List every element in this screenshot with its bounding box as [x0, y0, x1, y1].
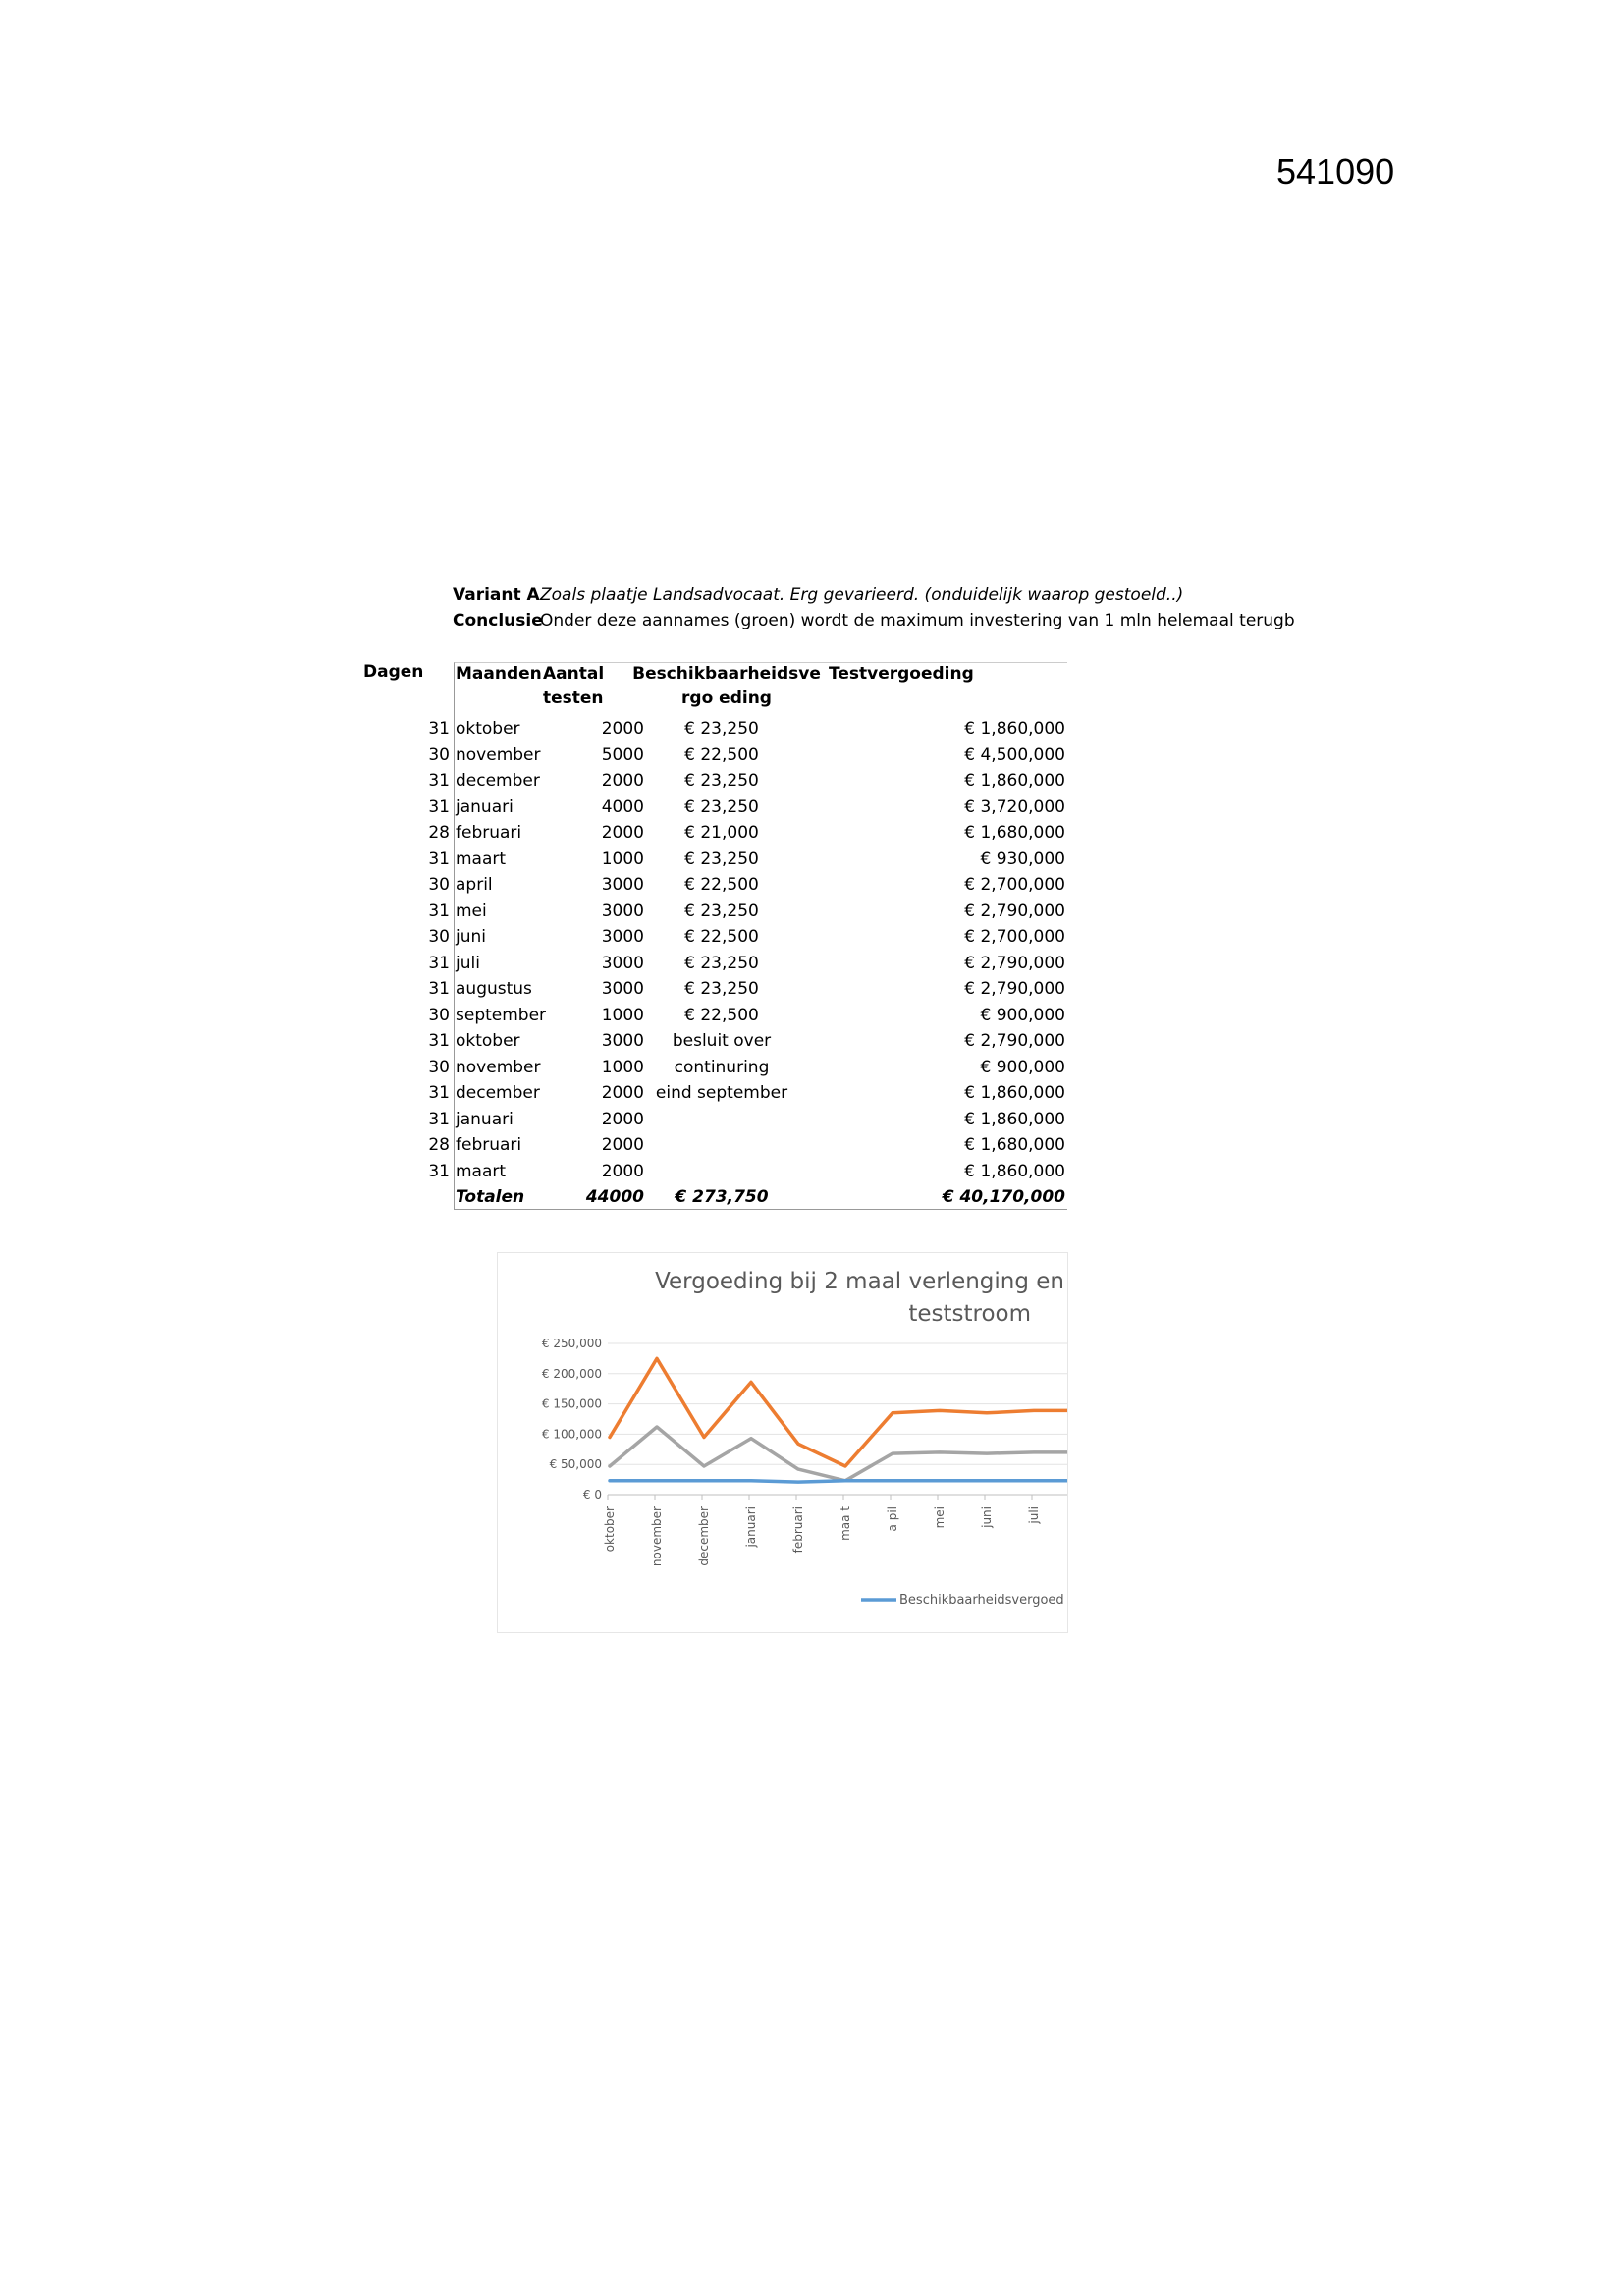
cell-testvergoeding: € 2,790,000 — [964, 953, 1065, 973]
cell-maand: oktober — [456, 1031, 520, 1051]
cell-dagen: 31 — [428, 719, 450, 738]
cell-dagen: 30 — [428, 744, 450, 765]
cell-beschikbaarheid: € 22,500 — [684, 927, 759, 947]
y-tick-label: € 150,000 — [541, 1396, 602, 1411]
x-tick-label: oktober — [603, 1506, 617, 1553]
col-header-beschikbaarheid: Beschikbaarheidsvergo eding — [632, 664, 821, 708]
cell-maand: augustus — [456, 979, 532, 999]
conclusie-text: Onder deze aannames (groen) wordt de maximum investering van 1 mln helemaal terugb — [540, 611, 1295, 630]
cell-testvergoeding: € 930,000 — [980, 848, 1065, 869]
cell-testvergoeding: € 2,700,000 — [964, 927, 1065, 947]
cell-testvergoeding: € 900,000 — [980, 1057, 1065, 1077]
cell-testen: 2000 — [601, 1109, 644, 1129]
cell-maand: april — [456, 875, 493, 895]
col-header-dagen: Dagen — [363, 662, 424, 682]
line-chart — [497, 1252, 1068, 1633]
variant-text: Zoals plaatje Landsadvocaat. Erg gevarieerd. (onduidelijk waarop gestoeld..) — [540, 585, 1184, 605]
cell-testen: 3000 — [601, 1031, 644, 1051]
cell-maand: september — [456, 1005, 547, 1025]
cell-maand: november — [456, 1057, 541, 1077]
variant-line — [453, 585, 1183, 605]
cell-beschikbaarheid: € 23,250 — [684, 796, 759, 817]
cell-dagen: 28 — [428, 1135, 450, 1155]
cell-beschikbaarheid: continuring — [674, 1057, 770, 1077]
conclusie-label: Conclusie — [453, 611, 543, 630]
series-line-2 — [610, 1427, 1067, 1481]
cell-beschikbaarheid: besluit over — [672, 1031, 772, 1051]
y-tick-label: € 250,000 — [541, 1337, 602, 1350]
cell-beschikbaarheid: € 23,250 — [684, 848, 759, 869]
y-tick-label: € 200,000 — [541, 1366, 602, 1381]
cell-dagen: 30 — [428, 1057, 450, 1077]
chart-canvas — [498, 1253, 1067, 1632]
x-tick-label: juni — [980, 1506, 994, 1528]
cell-testen: 2000 — [601, 823, 644, 843]
cell-maand: januari — [456, 1109, 514, 1129]
cell-testvergoeding: € 2,790,000 — [964, 901, 1065, 921]
legend-label: Beschikbaarheidsvergoed — [899, 1593, 1064, 1608]
cell-maand: maart — [456, 848, 507, 869]
variant-label: Variant A — [453, 585, 540, 605]
cell-dagen: 31 — [428, 1161, 450, 1181]
cell-testvergoeding: € 2,790,000 — [964, 1031, 1065, 1051]
cell-testen: 4000 — [601, 796, 644, 817]
col-header-testvergoeding: Testvergoeding — [829, 664, 974, 683]
chart-title-line-1: Vergoeding bij 2 maal verlenging en — [655, 1269, 1064, 1294]
cell-dagen: 31 — [428, 1109, 450, 1129]
x-tick-label: juli — [1027, 1506, 1041, 1524]
cell-dagen: 31 — [428, 1031, 450, 1051]
totals-beschikbaarheid: € 273,750 — [675, 1187, 769, 1207]
cell-testvergoeding: € 2,700,000 — [964, 875, 1065, 895]
cell-testen: 3000 — [601, 927, 644, 947]
cell-dagen: 30 — [428, 1005, 450, 1025]
cell-dagen: 30 — [428, 927, 450, 947]
cell-beschikbaarheid: € 23,250 — [684, 979, 759, 999]
cell-maand: juni — [456, 927, 486, 947]
cell-testen: 3000 — [601, 979, 644, 999]
totals-label: Totalen — [456, 1187, 525, 1207]
chart-title-line-2: teststroom — [908, 1301, 1031, 1327]
cell-testvergoeding: € 1,680,000 — [964, 823, 1065, 843]
cell-maand: februari — [456, 1135, 522, 1155]
cell-dagen: 31 — [428, 1083, 450, 1103]
cell-beschikbaarheid: € 23,250 — [684, 771, 759, 791]
cell-testen: 2000 — [601, 719, 644, 738]
series-line-0 — [610, 1481, 1067, 1482]
cell-testen: 2000 — [601, 1135, 644, 1155]
cell-dagen: 31 — [428, 796, 450, 817]
x-tick-label: februari — [791, 1506, 805, 1554]
cell-dagen: 31 — [428, 771, 450, 791]
cell-testen: 3000 — [601, 953, 644, 973]
cell-beschikbaarheid: € 22,500 — [684, 1005, 759, 1025]
cell-dagen: 28 — [428, 823, 450, 843]
cell-maand: januari — [456, 796, 514, 817]
cell-beschikbaarheid: € 23,250 — [684, 719, 759, 738]
cell-testvergoeding: € 1,860,000 — [964, 719, 1065, 738]
cell-beschikbaarheid: € 22,500 — [684, 875, 759, 895]
cell-testvergoeding: € 1,860,000 — [964, 1109, 1065, 1129]
x-tick-label: maa t — [839, 1506, 852, 1541]
cell-testvergoeding: € 1,860,000 — [964, 1083, 1065, 1103]
col-header-aantal-testen: Aantal testen — [543, 664, 605, 708]
series-line-1 — [610, 1358, 1067, 1466]
cell-testvergoeding: € 4,500,000 — [964, 744, 1065, 765]
document-number: 541090 — [1276, 151, 1395, 191]
cell-maand: maart — [456, 1161, 507, 1181]
cell-beschikbaarheid: € 21,000 — [684, 823, 759, 843]
cell-maand: juli — [456, 953, 480, 973]
conclusie-line — [453, 611, 1295, 630]
y-tick-label: € 50,000 — [549, 1457, 602, 1472]
cell-testvergoeding: € 1,860,000 — [964, 1161, 1065, 1181]
cell-maand: november — [456, 744, 541, 765]
cell-testen: 1000 — [601, 1005, 644, 1025]
cell-testen: 1000 — [601, 1057, 644, 1077]
cell-testvergoeding: € 900,000 — [980, 1005, 1065, 1025]
cell-testen: 2000 — [601, 1161, 644, 1181]
cell-testvergoeding: € 3,720,000 — [964, 796, 1065, 817]
cell-dagen: 31 — [428, 953, 450, 973]
x-tick-label: a pil — [886, 1506, 899, 1532]
totals-testen: 44000 — [585, 1187, 644, 1207]
cell-dagen: 31 — [428, 848, 450, 869]
x-tick-label: december — [697, 1506, 711, 1566]
cell-maand: december — [456, 771, 540, 791]
cell-testen: 3000 — [601, 875, 644, 895]
cell-dagen: 30 — [428, 875, 450, 895]
cell-maand: mei — [456, 901, 487, 921]
y-tick-label: € 100,000 — [541, 1427, 602, 1442]
cell-testvergoeding: € 2,790,000 — [964, 979, 1065, 999]
x-tick-label: mei — [933, 1506, 947, 1529]
cell-beschikbaarheid: € 23,250 — [684, 953, 759, 973]
x-tick-label: november — [650, 1506, 664, 1567]
cell-testvergoeding: € 1,680,000 — [964, 1135, 1065, 1155]
cell-testen: 2000 — [601, 1083, 644, 1103]
totals-testvergoeding: € 40,170,000 — [942, 1187, 1065, 1207]
y-tick-label: € 0 — [582, 1488, 602, 1502]
cell-beschikbaarheid: € 22,500 — [684, 744, 759, 765]
cell-dagen: 31 — [428, 901, 450, 921]
col-header-maanden: Maanden — [456, 664, 542, 683]
cell-maand: december — [456, 1083, 540, 1103]
cell-testen: 1000 — [601, 848, 644, 869]
cell-dagen: 31 — [428, 979, 450, 999]
cell-testen: 5000 — [601, 744, 644, 765]
cell-testen: 3000 — [601, 901, 644, 921]
cell-maand: oktober — [456, 719, 520, 738]
cell-beschikbaarheid: € 23,250 — [684, 901, 759, 921]
cell-testvergoeding: € 1,860,000 — [964, 771, 1065, 791]
x-tick-label: januari — [744, 1506, 758, 1548]
cell-maand: februari — [456, 823, 522, 843]
cell-testen: 2000 — [601, 771, 644, 791]
cell-beschikbaarheid: eind september — [655, 1083, 788, 1103]
